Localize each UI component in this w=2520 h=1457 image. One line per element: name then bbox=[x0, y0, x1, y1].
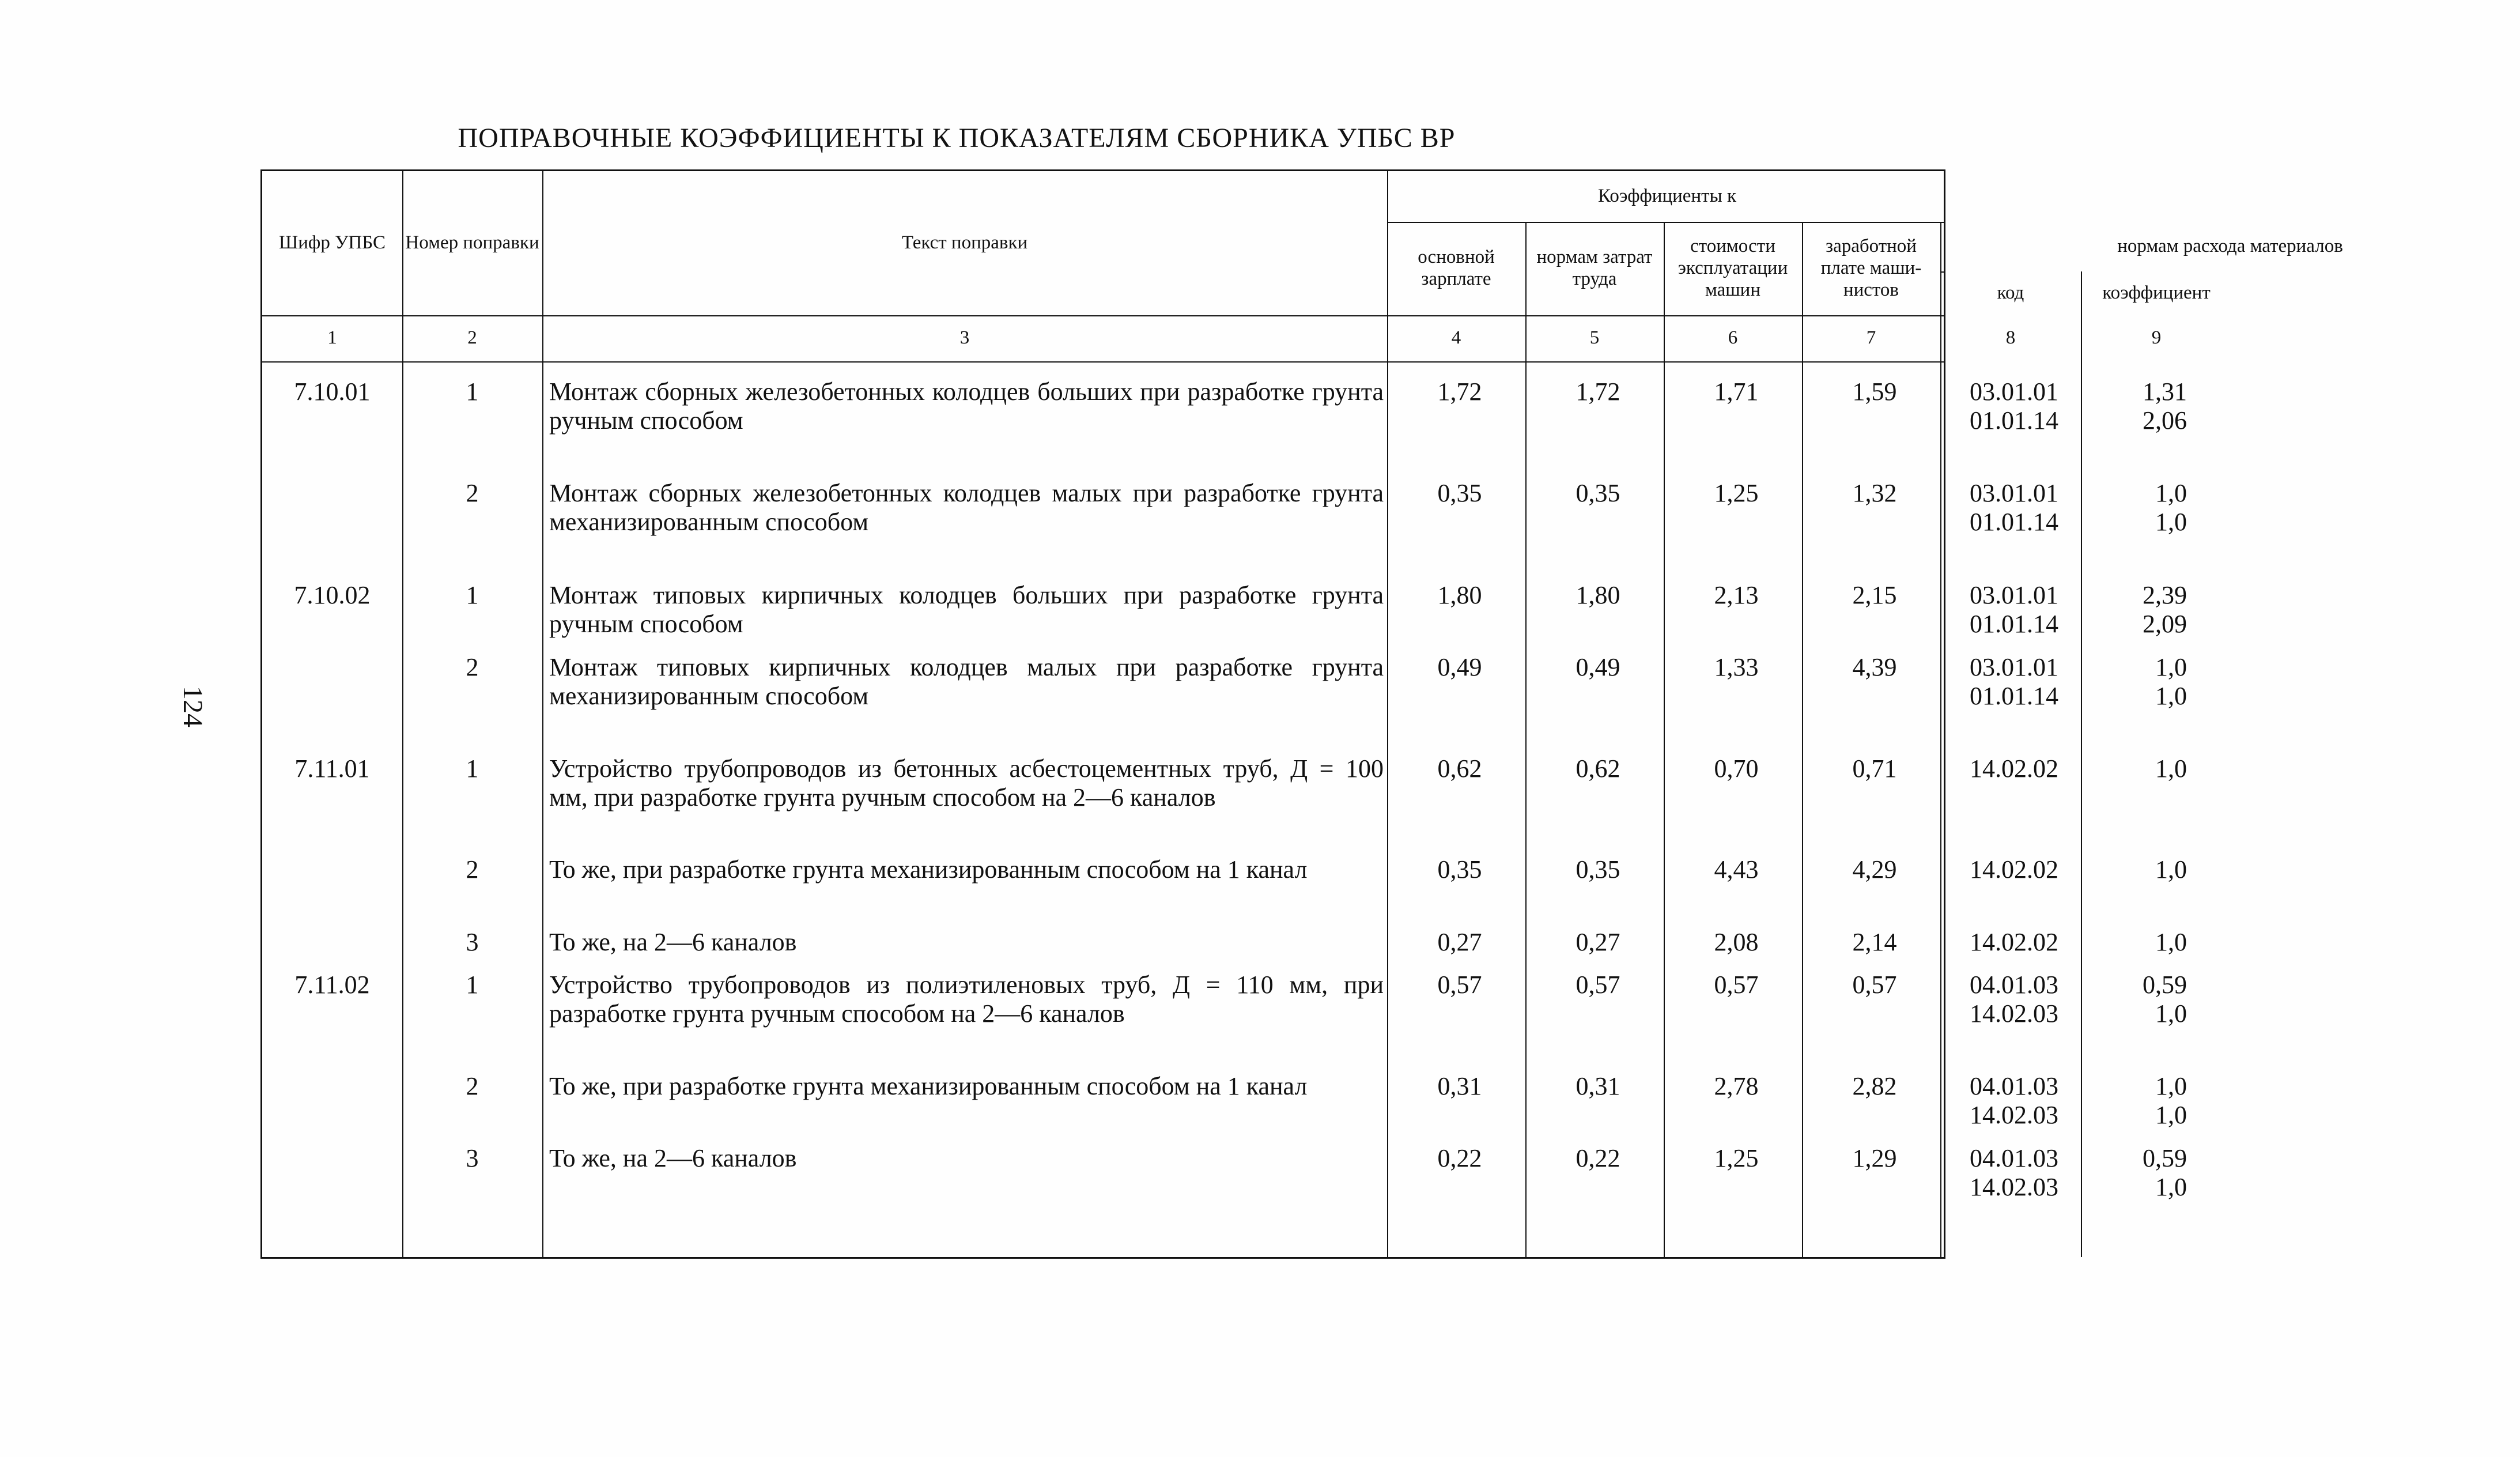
cell-operator-wages: 4,39 bbox=[1852, 653, 1897, 681]
cell-labor-norms: 0,27 bbox=[1576, 928, 1620, 956]
cell-material-coefficient: 2,39 2,09 bbox=[2143, 581, 2187, 638]
header-labor-norms: нормам затрат труда bbox=[1536, 247, 1653, 289]
cell-machine-cost: 2,78 bbox=[1714, 1072, 1759, 1100]
cell-base-salary: 0,49 bbox=[1437, 653, 1482, 681]
cell-material-coefficient: 1,0 bbox=[2155, 754, 2187, 783]
cell-machine-cost: 2,08 bbox=[1714, 928, 1759, 956]
cell-base-salary: 0,22 bbox=[1437, 1144, 1482, 1172]
cell-operator-wages: 2,15 bbox=[1852, 581, 1897, 609]
column-number: 4 bbox=[1451, 327, 1461, 349]
cell-labor-norms: 0,31 bbox=[1576, 1072, 1620, 1100]
cell-machine-cost: 4,43 bbox=[1714, 855, 1759, 884]
correction-coefficients-table bbox=[260, 169, 2343, 1259]
header-cipher: Шифр УПБС bbox=[278, 232, 386, 254]
cell-labor-norms: 0,62 bbox=[1576, 754, 1620, 783]
cell-correction-text: То же, на 2—6 каналов bbox=[549, 1144, 797, 1172]
cell-correction-text: Монтаж типовых кирпичных колодцев больших при разработке грунта ручным способом bbox=[549, 581, 1384, 638]
cell-labor-norms: 0,35 bbox=[1576, 855, 1620, 884]
cell-operator-wages: 0,57 bbox=[1852, 971, 1897, 999]
cell-cipher: 7.11.02 bbox=[294, 971, 370, 999]
cell-correction-text: Устройство трубопроводов из бетонных асбестоцементных труб, Д = 100 мм, при разработке грунта ручным способом на 2—6 каналов bbox=[549, 754, 1384, 811]
cell-correction-text: Монтаж сборных железобетонных колодцев малых при разработке грунта механизированным способом bbox=[549, 479, 1384, 536]
page-title: ПОПРАВОЧНЫЕ КОЭФФИЦИЕНТЫ К ПОКАЗАТЕЛЯМ СБОРНИКА УПБС ВР bbox=[458, 123, 1456, 153]
cell-material-code: 14.02.02 bbox=[1970, 928, 2058, 956]
cell-machine-cost: 2,13 bbox=[1714, 581, 1759, 609]
cell-correction-text: Устройство трубопроводов из полиэтиленовых труб, Д = 110 мм, при разработке грунта ручным способом на 2—6 каналов bbox=[549, 971, 1384, 1028]
cell-material-coefficient: 1,31 2,06 bbox=[2143, 378, 2187, 435]
cell-base-salary: 1,72 bbox=[1437, 378, 1482, 406]
cell-labor-norms: 0,22 bbox=[1576, 1144, 1620, 1172]
cell-machine-cost: 1,33 bbox=[1714, 653, 1759, 681]
cell-correction-number: 2 bbox=[466, 653, 479, 681]
cell-material-coefficient: 1,0 1,0 bbox=[2155, 1072, 2187, 1129]
cell-labor-norms: 0,57 bbox=[1576, 971, 1620, 999]
cell-machine-cost: 0,57 bbox=[1714, 971, 1759, 999]
cell-correction-number: 2 bbox=[466, 855, 479, 884]
cell-labor-norms: 1,72 bbox=[1576, 378, 1620, 406]
cell-base-salary: 0,35 bbox=[1437, 479, 1482, 507]
cell-material-coefficient: 1,0 1,0 bbox=[2155, 653, 2187, 710]
cell-correction-number: 3 bbox=[466, 1144, 479, 1172]
cell-material-code: 14.02.02 bbox=[1970, 754, 2058, 783]
table-row-divider bbox=[262, 361, 1944, 363]
column-number: 8 bbox=[2005, 327, 2016, 349]
column-number: 5 bbox=[1589, 327, 1600, 349]
cell-correction-text: То же, на 2—6 каналов bbox=[549, 928, 797, 956]
cell-correction-number: 1 bbox=[466, 971, 479, 999]
cell-operator-wages: 1,29 bbox=[1852, 1144, 1897, 1172]
header-material-norms: нормам расхода материалов bbox=[2117, 236, 2343, 257]
cell-material-code: 03.01.01 01.01.14 bbox=[1970, 479, 2058, 536]
cell-material-coefficient: 1,0 bbox=[2155, 855, 2187, 884]
column-number: 3 bbox=[959, 327, 970, 349]
cell-correction-number: 3 bbox=[466, 928, 479, 956]
header-correction-number: Номер поправки bbox=[405, 232, 539, 254]
cell-material-code: 04.01.03 14.02.03 bbox=[1970, 1144, 2058, 1201]
cell-operator-wages: 1,32 bbox=[1852, 479, 1897, 507]
cell-base-salary: 0,27 bbox=[1437, 928, 1482, 956]
cell-correction-number: 2 bbox=[466, 1072, 479, 1100]
cell-correction-number: 1 bbox=[466, 581, 479, 609]
cell-base-salary: 0,62 bbox=[1437, 754, 1482, 783]
cell-material-code: 03.01.01 01.01.14 bbox=[1970, 378, 2058, 435]
cell-base-salary: 0,35 bbox=[1437, 855, 1482, 884]
cell-material-code: 03.01.01 01.01.14 bbox=[1970, 653, 2058, 710]
cell-operator-wages: 2,82 bbox=[1852, 1072, 1897, 1100]
cell-cipher: 7.10.02 bbox=[294, 581, 371, 609]
column-number: 1 bbox=[327, 327, 337, 349]
cell-operator-wages: 4,29 bbox=[1852, 855, 1897, 884]
cell-base-salary: 0,31 bbox=[1437, 1072, 1482, 1100]
cell-material-code: 04.01.03 14.02.03 bbox=[1970, 971, 2058, 1028]
cell-material-code: 03.01.01 01.01.14 bbox=[1970, 581, 2058, 638]
column-number: 9 bbox=[2151, 327, 2162, 349]
cell-machine-cost: 1,25 bbox=[1714, 1144, 1759, 1172]
cell-material-coefficient: 0,59 1,0 bbox=[2143, 1144, 2187, 1201]
column-number: 2 bbox=[467, 327, 477, 349]
cell-base-salary: 1,80 bbox=[1437, 581, 1482, 609]
cell-correction-number: 1 bbox=[466, 754, 479, 783]
cell-material-code: 04.01.03 14.02.03 bbox=[1970, 1072, 2058, 1129]
cell-labor-norms: 0,35 bbox=[1576, 479, 1620, 507]
cell-material-coefficient: 1,0 bbox=[2155, 928, 2187, 956]
column-number: 7 bbox=[1866, 327, 1876, 349]
header-machine-cost: стоимости эксплуатации машин bbox=[1678, 236, 1788, 300]
cell-operator-wages: 0,71 bbox=[1852, 754, 1897, 783]
cell-correction-text: То же, при разработке грунта механизированным способом на 1 канал bbox=[549, 1072, 1308, 1100]
cell-correction-number: 2 bbox=[466, 479, 479, 507]
cell-cipher: 7.10.01 bbox=[294, 378, 371, 406]
header-code: код bbox=[1997, 282, 2024, 304]
cell-correction-text: Монтаж типовых кирпичных колодцев малых при разработке грунта механизированным способом bbox=[549, 653, 1384, 710]
header-correction-text: Текст поправки bbox=[901, 232, 1028, 254]
cell-material-coefficient: 0,59 1,0 bbox=[2143, 971, 2187, 1028]
cell-labor-norms: 1,80 bbox=[1576, 581, 1620, 609]
cell-material-code: 14.02.02 bbox=[1970, 855, 2058, 884]
cell-cipher: 7.11.01 bbox=[294, 754, 370, 783]
header-coefficients: Коэффициенты к bbox=[1598, 186, 1736, 207]
header-operator-wages: заработной плате маши-нистов bbox=[1820, 236, 1922, 300]
cell-machine-cost: 1,25 bbox=[1714, 479, 1759, 507]
cell-material-coefficient: 1,0 1,0 bbox=[2155, 479, 2187, 536]
header-base-salary: основной зарплате bbox=[1418, 247, 1495, 289]
cell-labor-norms: 0,49 bbox=[1576, 653, 1620, 681]
cell-operator-wages: 1,59 bbox=[1852, 378, 1897, 406]
header-coefficient: коэффициент bbox=[2102, 282, 2211, 304]
cell-correction-number: 1 bbox=[466, 378, 479, 406]
cell-machine-cost: 1,71 bbox=[1714, 378, 1759, 406]
page-number: 124 bbox=[177, 686, 208, 727]
cell-base-salary: 0,57 bbox=[1437, 971, 1482, 999]
cell-machine-cost: 0,70 bbox=[1714, 754, 1759, 783]
cell-correction-text: То же, при разработке грунта механизированным способом на 1 канал bbox=[549, 855, 1308, 884]
cell-operator-wages: 2,14 bbox=[1852, 928, 1897, 956]
column-number: 6 bbox=[1728, 327, 1738, 349]
cell-correction-text: Монтаж сборных железобетонных колодцев больших при разработке грунта ручным способом bbox=[549, 378, 1384, 435]
